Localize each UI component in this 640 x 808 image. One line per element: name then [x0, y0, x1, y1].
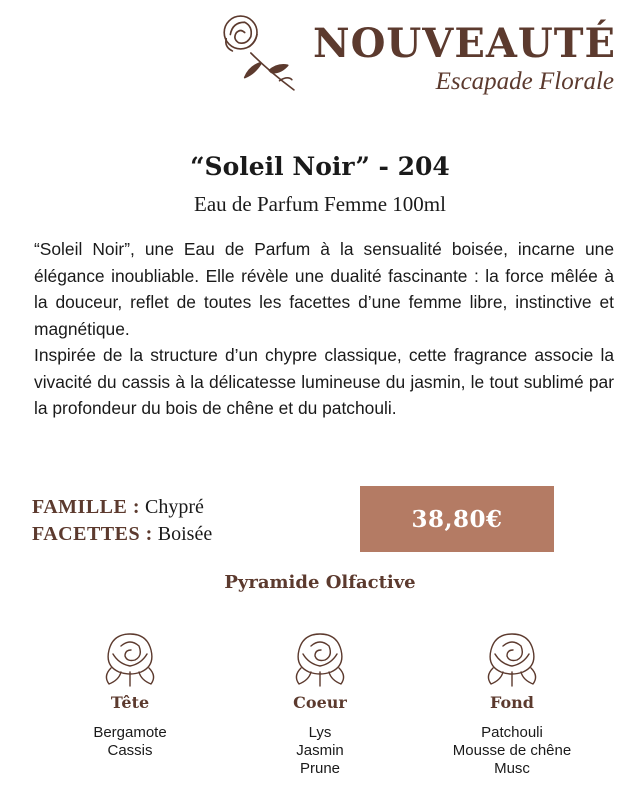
price-value: 38,80€ — [411, 505, 503, 533]
famille-value: Chypré — [145, 496, 204, 518]
description-paragraph: “Soleil Noir”, une Eau de Parfum à la sensualité boisée, incarne une élégance inoubliable. Elle révèle une dualité fascinante : la force mêlée à la douceur, reflet de toutes les facettes d’une femme libre, instinctive et magnétique. — [34, 239, 614, 339]
product-description — [34, 236, 614, 422]
note-item: Musc — [494, 760, 530, 777]
pyramid-title: Pyramide Olfactive — [224, 572, 416, 593]
facettes-row — [32, 521, 212, 548]
note-label: Tête — [110, 693, 150, 712]
famille-label: FAMILLE : — [32, 496, 141, 518]
note-items — [422, 724, 602, 778]
rose-icon — [216, 12, 298, 94]
product-specs — [32, 494, 212, 548]
note-item: Prune — [299, 760, 341, 777]
facettes-label: FACETTES : — [32, 523, 153, 545]
note-items — [230, 724, 410, 778]
note-label: Fond — [490, 693, 534, 712]
rose-icon — [99, 628, 161, 690]
note-item: Bergamote — [93, 724, 167, 741]
note-tete — [40, 628, 220, 760]
note-item: Patchouli — [481, 724, 543, 741]
note-item: Lys — [308, 724, 332, 741]
note-item: Mousse de chêne — [452, 742, 572, 759]
note-items — [40, 724, 220, 760]
famille-row — [32, 494, 212, 521]
note-item: Cassis — [107, 742, 153, 759]
facettes-value: Boisée — [157, 523, 213, 545]
note-label: Coeur — [293, 693, 347, 712]
brand-subtitle: Escapade Florale — [435, 68, 614, 95]
header — [216, 10, 616, 95]
rose-icon — [481, 628, 543, 690]
brand-title: NOUVEAUTÉ — [313, 20, 616, 67]
product-type: Eau de Parfum Femme 100ml — [194, 192, 446, 216]
note-coeur — [230, 628, 410, 778]
rose-icon — [289, 628, 351, 690]
note-fond — [422, 628, 602, 778]
product-name: “Soleil Noir” - 204 — [190, 152, 450, 181]
price-badge — [360, 486, 554, 552]
description-paragraph: Inspirée de la structure d’un chypre classique, cette fragrance associe la vivacité du cassis à la délicatesse lumineuse du jasmin, le tout sublimé par la profondeur du bois de chêne et du patchouli. — [34, 345, 614, 418]
note-item: Jasmin — [296, 742, 344, 759]
